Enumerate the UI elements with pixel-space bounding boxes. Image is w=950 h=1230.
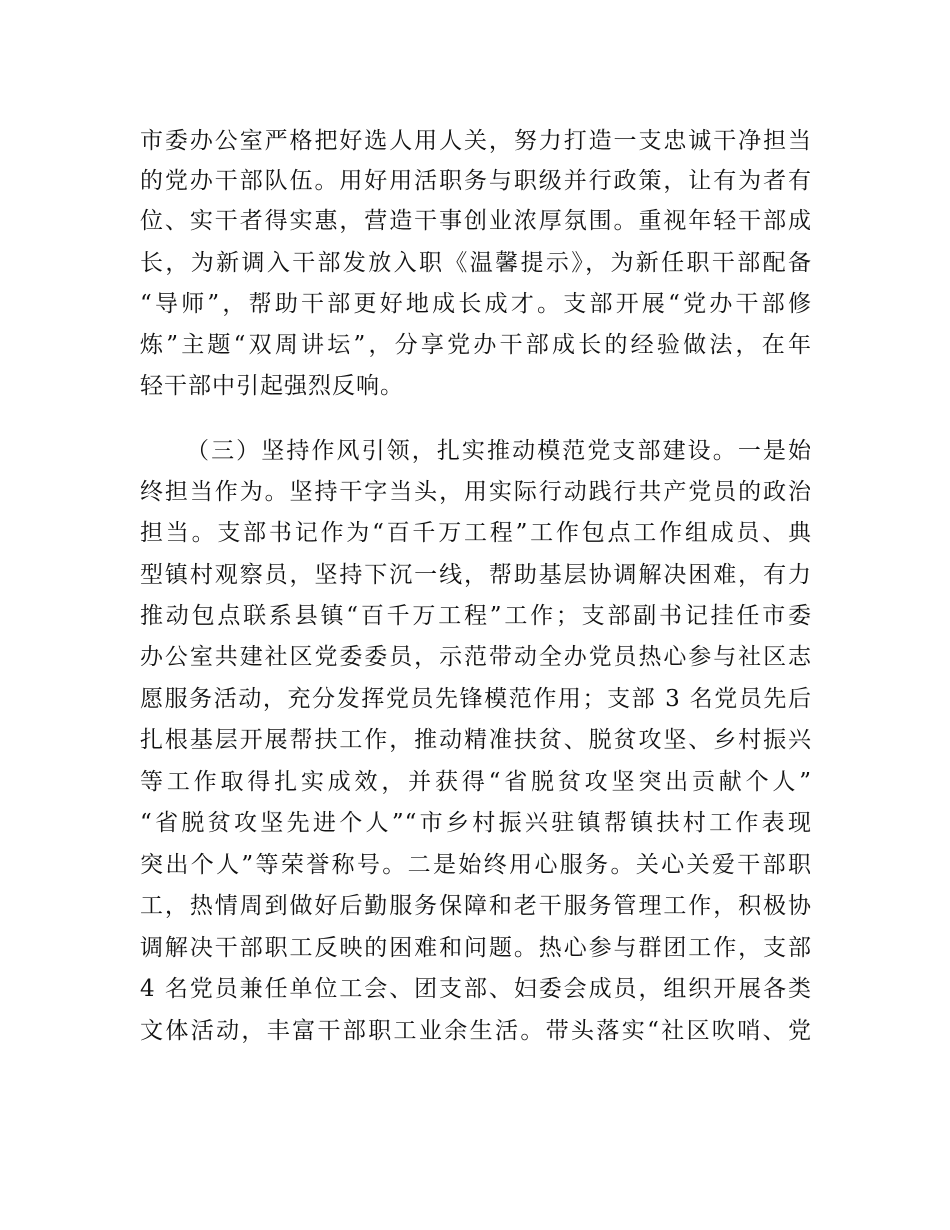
- text-line: 工，热情周到做好后勤服务保障和老干服务管理工作，积极协: [140, 893, 812, 919]
- text-line: 推动包点联系县镇“百千万工程”工作；支部副书记挂任市委: [140, 603, 812, 629]
- text-line: 4 名党员兼任单位工会、团支部、妇委会成员，组织开展各类: [140, 976, 812, 1002]
- text-line: “导师”，帮助干部更好地成长成才。支部开展“党办干部修: [140, 291, 812, 317]
- text-line: 扎根基层开展帮扶工作，推动精准扶贫、脱贫攻坚、乡村振兴: [140, 727, 812, 753]
- text-line: 型镇村观察员，坚持下沉一线，帮助基层协调解决困难，有力: [140, 562, 812, 588]
- text-line: 文体活动，丰富干部职工业余生活。带头落实“社区吹哨、党: [140, 1018, 812, 1044]
- text-line: 位、实干者得实惠，营造干事创业浓厚氛围。重视年轻干部成: [140, 208, 812, 234]
- text-line: 担当。支部书记作为“百千万工程”工作包点工作组成员、典: [140, 520, 812, 546]
- text-line: 突出个人”等荣誉称号。二是始终用心服务。关心关爱干部职: [140, 852, 812, 878]
- text-line: 终担当作为。坚持干字当头，用实际行动践行共产党员的政治: [140, 479, 812, 505]
- text-line: 的党办干部队伍。用好用活职务与职级并行政策，让有为者有: [140, 168, 812, 194]
- text-line: 市委办公室严格把好选人用人关，努力打造一支忠诚干净担当: [140, 128, 812, 154]
- text-line: 轻干部中引起强烈反响。: [140, 373, 404, 399]
- section-heading-line: （三）坚持作风引领，扎实推动模范党支部建设。一是始: [186, 438, 812, 464]
- text-line: 长，为新调入干部发放入职《温馨提示》，为新任职干部配备: [140, 250, 812, 276]
- text-line: 等工作取得扎实成效，并获得“省脱贫攻坚突出贡献个人”: [140, 769, 812, 795]
- text-line: 愿服务活动，充分发挥党员先锋模范作用；支部 3 名党员先后: [140, 686, 812, 712]
- text-line: 调解决干部职工反映的困难和问题。热心参与群团工作，支部: [140, 935, 812, 961]
- text-line: 办公室共建社区党委委员，示范带动全办党员热心参与社区志: [140, 644, 812, 670]
- text-line: 炼”主题“双周讲坛”，分享党办干部成长的经验做法，在年: [140, 332, 812, 358]
- text-line: “省脱贫攻坚先进个人”“市乡村振兴驻镇帮镇扶村工作表现: [140, 810, 812, 836]
